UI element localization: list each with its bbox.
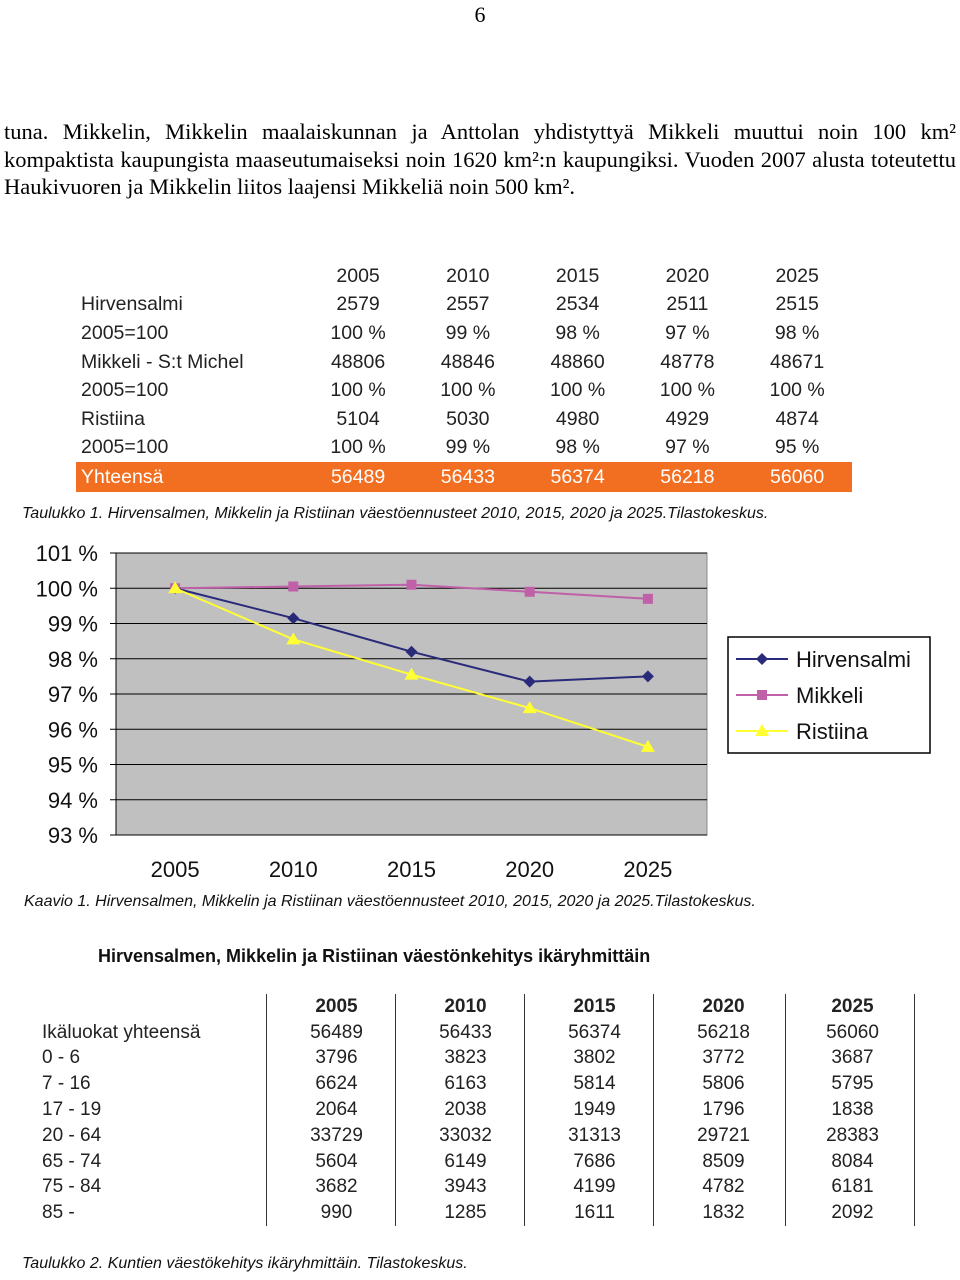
table-cell: 98 % [774,321,820,344]
row-label: 65 - 74 [42,1150,102,1172]
row-label: 7 - 16 [42,1073,91,1095]
table-cell: 48860 [550,350,605,373]
row-label: Ristiina [81,407,145,430]
y-tick-label: 98 % [47,646,98,672]
table-row [76,434,852,463]
age-group-table [36,994,917,1252]
table-cell: 33729 [310,1124,363,1146]
table-cell: 100 % [330,379,386,402]
table-cell: 2579 [336,293,380,316]
table-cell: 2511 [666,293,709,316]
row-label: 2005=100 [81,436,169,459]
table-cell: 2557 [446,293,490,316]
table-cell: 48846 [440,350,495,373]
table-cell: 2515 [775,293,819,316]
table-cell: 8084 [831,1150,874,1172]
table-cell: 56489 [330,465,386,488]
table-cell: 95 % [774,436,820,459]
table-cell: 3943 [444,1176,487,1198]
table-cell: 3802 [573,1047,616,1069]
table-cell: 7686 [573,1150,616,1172]
y-tick-label: 96 % [47,717,98,743]
table-cell: 56060 [826,1021,879,1043]
table-row [36,1123,917,1149]
table-row [76,348,852,377]
x-tick-label: 2005 [150,857,200,882]
table-row [76,376,852,405]
table-cell: 56374 [550,465,605,488]
table-cell: 56433 [440,465,495,488]
table-row [36,1097,917,1123]
year-header: 2010 [446,264,490,287]
y-tick-label: 101 % [35,541,98,566]
table-cell: 3682 [315,1176,358,1198]
row-label: 2005=100 [81,379,169,402]
year-header: 2010 [444,995,487,1017]
table-cell: 100 % [659,379,716,402]
table2-title: Hirvensalmen, Mikkelin ja Ristiinan väestönkehitys ikäryhmittäin [98,946,651,966]
row-label: Yhteensä [81,465,164,488]
table-cell: 31313 [568,1124,621,1146]
table-cell: 56218 [660,465,715,488]
intro-paragraph: tuna. Mikkelin, Mikkelin maalaiskunnan ja Anttolan yhdistyttyä Mikkeli muuttui noin 100 km² kompaktista kaupungista maaseutumaiseksi noin 1620 km²:n kaupungiksi. Vuoden 2007 alusta toteutettu Haukivuoren ja Mikkelin liitos laajensi Mikkeliä noin 500 km². [4,119,956,199]
table-cell: 2092 [831,1202,874,1224]
table-cell: 99 % [445,321,491,344]
table-cell: 98 % [555,321,600,344]
table-row [36,1149,917,1175]
year-header: 2025 [775,264,819,287]
table-cell: 56060 [770,465,825,488]
x-tick-label: 2025 [623,857,673,882]
table-cell: 2064 [315,1099,358,1121]
table-cell: 48806 [330,350,386,373]
table-row [36,1046,917,1072]
table-row [76,291,852,320]
data-point [288,581,298,591]
row-label: Ikäluokat yhteensä [42,1021,201,1043]
x-tick-label: 2010 [268,857,318,882]
year-header: 2015 [573,995,616,1017]
y-tick-label: 93 % [47,823,98,848]
table-cell: 28383 [826,1124,879,1146]
table-cell: 6149 [444,1150,487,1172]
table-cell: 100 % [769,379,825,402]
chart-svg [0,535,960,885]
table-cell: 6624 [315,1073,358,1095]
year-header: 2005 [315,995,358,1017]
row-label: 0 - 6 [42,1047,81,1069]
table-cell: 5104 [336,407,380,430]
y-tick-label: 97 % [47,682,98,707]
table-cell: 6163 [444,1073,487,1095]
table-row [36,1226,917,1252]
table-cell: 33032 [439,1124,492,1146]
table-cell: 5030 [446,407,490,430]
row-label: 20 - 64 [42,1124,102,1146]
y-tick-label: 94 % [47,787,98,813]
table-cell: 100 % [549,379,606,402]
page-number: 6 [474,2,486,27]
row-label: 2005=100 [81,321,169,344]
table-cell: 4782 [702,1176,745,1198]
table-row [36,1200,917,1226]
table-cell: 2038 [444,1099,487,1121]
table-cell: 56489 [310,1021,363,1043]
data-point [407,580,417,590]
table-cell: 5604 [315,1150,358,1172]
table-cell: 4929 [665,407,710,430]
table-cell: 99 % [445,436,491,459]
row-label: Mikkeli - S:t Michel [81,350,244,373]
year-header: 2020 [665,264,710,287]
table-cell: 990 [320,1202,353,1224]
y-tick-label: 100 % [35,576,98,602]
table-cell: 100 % [440,379,496,402]
table-cell: 6181 [831,1176,874,1198]
table-cell: 97 % [665,436,710,459]
table-cell: 8509 [702,1150,745,1172]
legend-label: Mikkeli [796,683,864,708]
table-cell: 97 % [665,321,710,344]
table-cell: 56433 [439,1021,492,1043]
year-header: 2020 [702,995,745,1017]
table-cell: 100 % [330,436,386,459]
table-cell: 1832 [702,1202,745,1224]
table2-caption: Taulukko 2. Kuntien väestökehitys ikäryhmittäin. Tilastokeskus. [22,1255,468,1272]
table-header-row [76,262,852,291]
forecast-table [76,262,852,492]
row-label: 17 - 19 [42,1099,102,1121]
table-cell: 3796 [315,1047,358,1069]
table-cell: 1285 [444,1202,487,1224]
table-cell: 56374 [568,1021,621,1043]
table-cell: 2534 [555,293,600,316]
table-cell: 3772 [702,1047,745,1069]
data-point [525,587,535,597]
table-cell: 1796 [702,1099,745,1121]
table-cell: 100 % [330,321,386,344]
year-header: 2025 [831,995,874,1017]
table-row [76,319,852,348]
data-point [643,594,653,604]
table-cell: 29721 [697,1124,750,1146]
table-cell: 5814 [573,1073,616,1095]
table-cell: 48671 [770,350,825,373]
table-cell: 1949 [573,1099,616,1121]
x-tick-label: 2015 [387,857,436,882]
y-tick-label: 95 % [47,752,98,778]
table-cell: 4980 [555,407,600,430]
table-row [76,405,852,434]
chart-caption: Kaavio 1. Hirvensalmen, Mikkelin ja Ristiinan väestöennusteet 2010, 2015, 2020 ja 2025.Tilastokeskus. [24,893,756,910]
table-cell: 1611 [574,1202,615,1224]
x-tick-label: 2020 [505,857,555,882]
table-cell: 3823 [444,1047,487,1069]
table-cell: 5795 [831,1073,874,1095]
population-index-chart [0,535,960,890]
year-header: 2005 [336,264,380,287]
table-cell: 98 % [555,436,600,459]
table-cell: 5806 [702,1073,745,1095]
legend-label: Hirvensalmi [796,647,911,672]
table-cell: 4199 [573,1176,616,1198]
row-label: 85 - [42,1202,75,1224]
row-label: Hirvensalmi [81,293,183,316]
y-tick-label: 99 % [47,611,98,637]
table-cell: 3687 [831,1047,874,1069]
total-row [76,462,852,492]
table-cell: 4874 [775,407,819,430]
table-cell: 48778 [660,350,715,373]
table1-caption: Taulukko 1. Hirvensalmen, Mikkelin ja Ristiinan väestöennusteet 2010, 2015, 2020 ja 2025.Tilastokeskus. [22,505,769,522]
table-cell: 1838 [831,1099,874,1121]
data-point [757,690,767,700]
table-cell: 56218 [697,1021,750,1043]
table-row [36,1071,917,1097]
year-header: 2015 [555,264,600,287]
legend-label: Ristiina [796,719,869,744]
table-row [36,1175,917,1201]
row-label: 75 - 84 [42,1176,102,1198]
table-header-row [36,994,917,1020]
table-row [36,1020,917,1046]
